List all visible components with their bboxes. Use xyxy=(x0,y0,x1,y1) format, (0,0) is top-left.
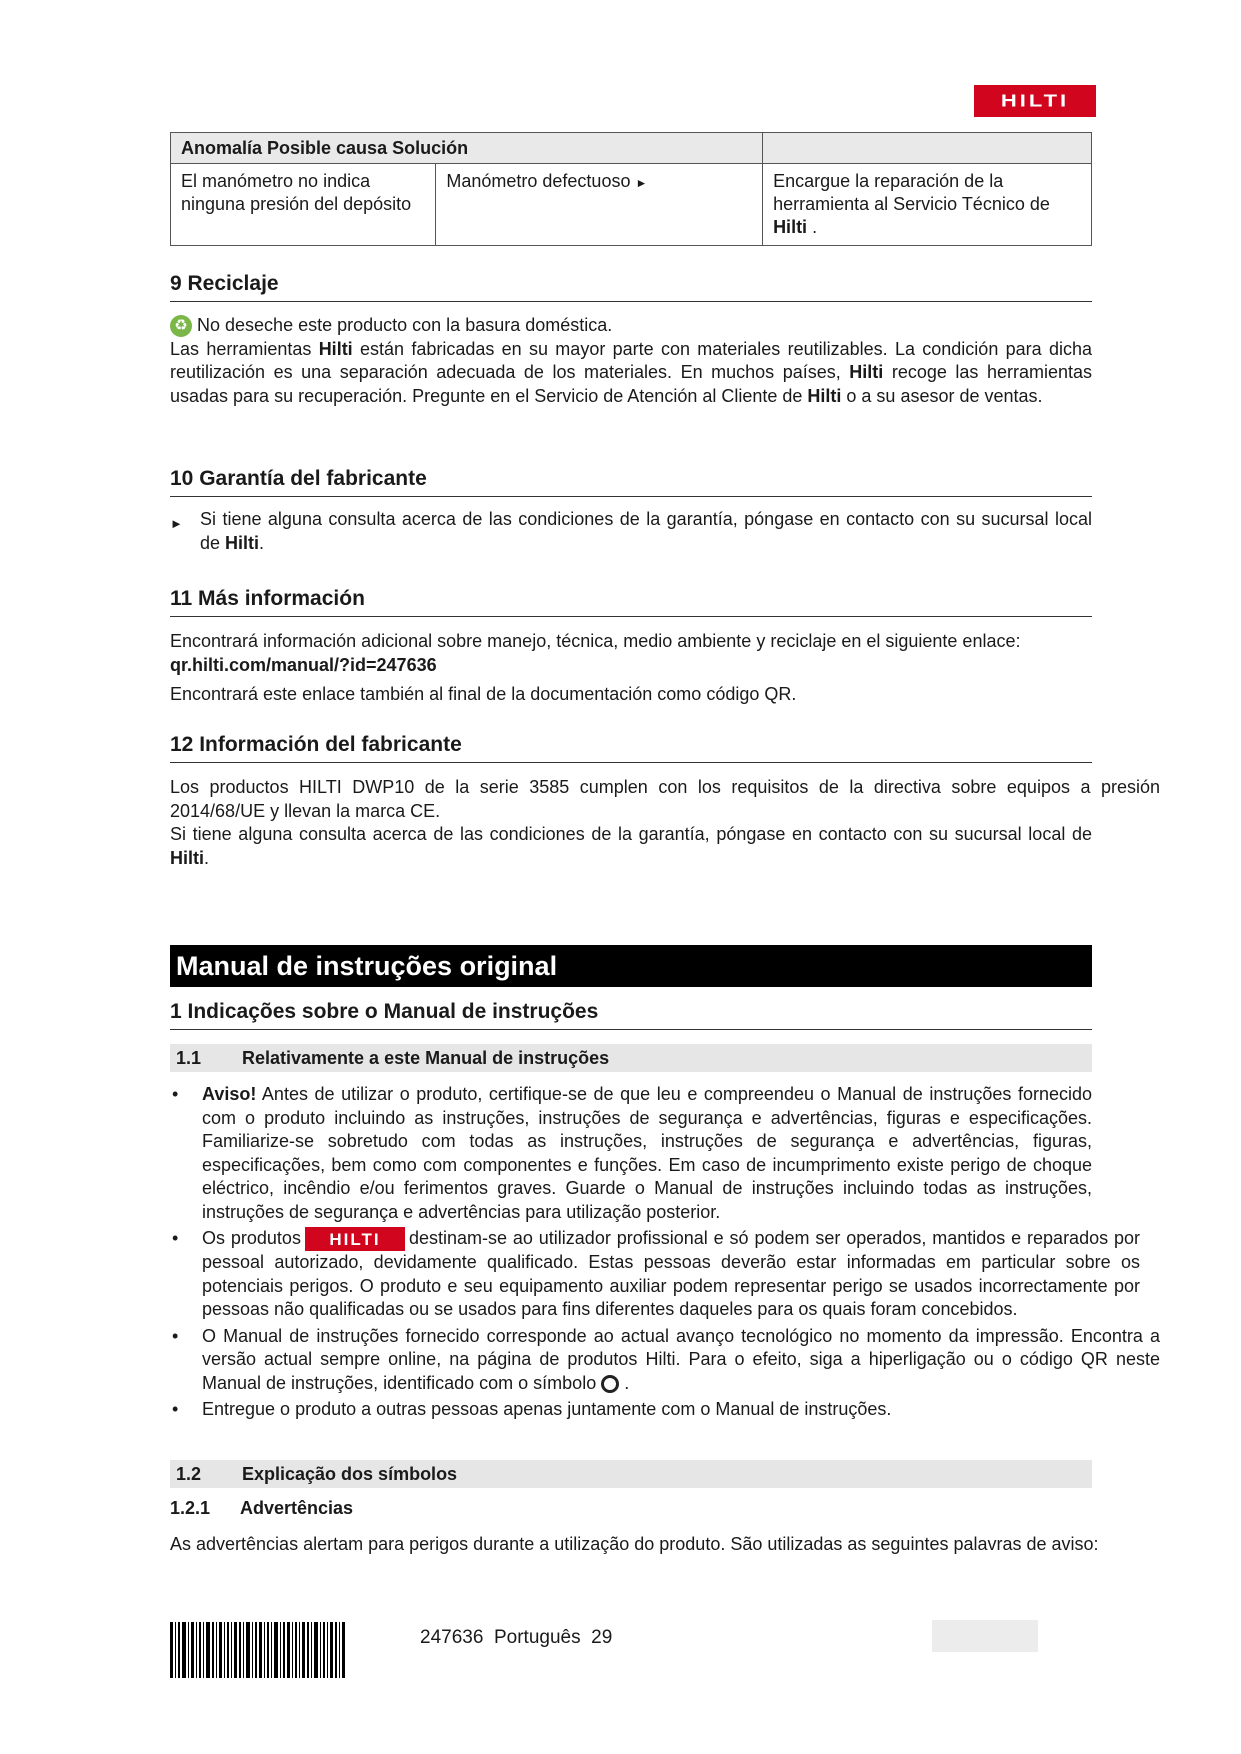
text: . xyxy=(259,532,265,553)
subsubsection-title: Advertências xyxy=(240,1498,354,1518)
brand-name: Hilti xyxy=(170,847,204,868)
manual-link[interactable]: qr.hilti.com/manual/?id=247636 xyxy=(170,654,437,675)
warranty-text xyxy=(200,508,1092,555)
cause-text: Manómetro defectuoso xyxy=(446,171,631,191)
brand-name: Hilti xyxy=(225,532,260,553)
text: Antes de utilizar o produto, certifique-se de que leu e compreendeu o Manual de instruções fornecido com o produto incluindo as instruções, instruções de segurança e advertências, figuras e especificações. Familiarize-se sobretudo com todas as instruções, instruções de segurança e advertências, figuras, especificações, bem como com componentes e funções. Em caso de incumprimento existe perigo de choque eléctrico, incêndio e/ou ferimentos graves. Guarde o Manual de instruções incluindo todas as instruções, instruções de segurança e advertências para utilização posterior. xyxy=(202,1084,1092,1222)
warning-label: Aviso! xyxy=(202,1084,257,1104)
text: recoge las herramientas usadas para su recuperación. Pregunte en el Servicio de Atención al Cliente de xyxy=(170,362,1092,406)
list-item xyxy=(170,1325,1160,1396)
contact-text xyxy=(170,823,1092,870)
anomaly-cell: El manómetro no indica ninguna presión del depósito xyxy=(171,164,436,246)
cause-cell xyxy=(436,164,763,246)
troubleshooting-table xyxy=(170,132,1092,246)
bullet-icon: • xyxy=(172,1399,179,1420)
subsection-title: Explicação dos símbolos xyxy=(242,1463,458,1484)
manual-title-bar: Manual de instruções original xyxy=(170,945,1092,987)
text: Os produtos xyxy=(202,1228,301,1248)
recycle-icon: ♻ xyxy=(170,315,192,337)
text: . xyxy=(204,847,210,868)
list-item xyxy=(170,1398,1092,1422)
qr-symbol-icon xyxy=(601,1375,619,1393)
list-item-text xyxy=(202,1227,1140,1322)
section-manufacturer xyxy=(170,733,1160,870)
instructions-list xyxy=(170,1083,1160,1425)
subsection-header xyxy=(170,1460,1092,1488)
subsection-number: 1.1 xyxy=(176,1047,202,1068)
solution-text: Encargue la reparación de la herramienta al Servicio Técnico de xyxy=(773,171,1050,214)
hilti-inline-logo xyxy=(305,1227,405,1251)
warnings-intro: As advertências alertam para perigos durante a utilização do produto. São utilizadas as seguintes palavras de aviso: xyxy=(170,1534,1099,1554)
arrow-icon: ► xyxy=(635,176,648,190)
subsection-number: 1.2 xyxy=(176,1463,202,1484)
compliance-text: Los productos HILTI DWP10 de la serie 3585 cumplen con los requisitos de la directiva sobre equipos a presión 2014/68/UE y llevan la marca CE. xyxy=(170,777,1160,821)
hilti-logo xyxy=(974,85,1096,117)
qr-note: Encontrará este enlace también al final de la documentación como código QR. xyxy=(170,684,797,704)
section-warranty xyxy=(170,467,1092,555)
doc-number: 247636 xyxy=(420,1627,484,1648)
text: o a su asesor de ventas. xyxy=(841,385,1043,406)
bullet-icon: • xyxy=(172,1228,179,1248)
section-instructions xyxy=(170,1000,1092,1072)
recycling-paragraph xyxy=(170,338,1092,409)
section-title: 12 Información del fabricante xyxy=(170,733,1092,763)
solution-cell xyxy=(763,164,1092,246)
solution-brand: Hilti xyxy=(773,217,808,237)
page-footer xyxy=(420,1627,612,1649)
page-number: 29 xyxy=(591,1627,613,1648)
text: Las herramientas xyxy=(170,338,319,359)
arrow-icon: ► xyxy=(170,516,183,531)
warranty-item xyxy=(170,508,1092,555)
bullet-icon: • xyxy=(172,1084,179,1104)
list-item xyxy=(170,1083,1092,1224)
table-header: Anomalía Posible causa Solución xyxy=(171,133,763,164)
subsubsection-number: 1.2.1 xyxy=(170,1498,211,1518)
text: están fabricadas en su mayor parte con materiales reutilizables. La condición para dicha reutilización es una separación adecuada de los materiales. En muchos países, xyxy=(170,338,1092,382)
list-item-text: Entregue o produto a outras pessoas apenas juntamente com o Manual de instruções. xyxy=(202,1399,892,1420)
text: Si tiene alguna consulta acerca de las condiciones de la garantía, póngase en contacto con su sucursal local de xyxy=(170,824,1092,844)
text: O Manual de instruções fornecido corresponde ao actual avanço tecnológico no momento da impressão. Encontra a versão actual sempre online, na página de produtos Hilti. Para o efeito, siga a hiperligação ou o código QR neste Manual de instruções, identificado com o símbolo xyxy=(202,1325,1160,1393)
section-recycling xyxy=(170,272,1092,408)
subsubsection-header xyxy=(170,1498,1092,1519)
barcode xyxy=(170,1622,395,1678)
table-row xyxy=(171,164,1092,246)
list-item xyxy=(170,1227,1140,1322)
text: Si tiene alguna consulta acerca de las condiciones de la garantía, póngase en contacto con su sucursal local de xyxy=(200,509,1092,553)
table-header-empty xyxy=(763,133,1092,164)
table-header-row xyxy=(171,133,1092,164)
list-item-text xyxy=(202,1325,1160,1396)
bullet-icon: • xyxy=(172,1325,179,1346)
more-info-text: Encontrará información adicional sobre manejo, técnica, medio ambiente y reciclaje en el siguiente enlace: xyxy=(170,631,1021,651)
section-symbols xyxy=(170,1460,1092,1519)
section-title: 10 Garantía del fabricante xyxy=(170,467,1092,497)
subsection-header xyxy=(170,1044,1092,1072)
brand-name: Hilti xyxy=(849,362,884,382)
solution-end: . xyxy=(807,217,818,237)
list-item-text xyxy=(202,1083,1092,1224)
section-title: 1 Indicações sobre o Manual de instruções xyxy=(170,1000,1092,1030)
footer-language: Português xyxy=(493,1627,581,1648)
section-title: 11 Más información xyxy=(170,587,1092,617)
recycling-line: No deseche este producto con la basura doméstica. xyxy=(197,315,613,335)
text: . xyxy=(624,1372,630,1393)
logo-text: HILTI xyxy=(329,1229,381,1249)
footer-box xyxy=(932,1620,1038,1652)
brand-name: Hilti xyxy=(318,338,353,359)
logo-text: HILTI xyxy=(1000,90,1070,111)
text: destinam-se ao utilizador profissional e só podem ser operados, mantidos e reparados por pessoal autorizado, devidamente qualificado. Estas pessoas deverão estar informadas em particular sobre os potenciais perigos. O produto e seu equipamento auxiliar podem representar perigo se usados incorrectamente por pessoas não qualificadas ou se usados para fins diferentes daqueles para os quais foram concebidos. xyxy=(202,1228,1140,1320)
brand-name: Hilti xyxy=(807,385,842,406)
section-more-info xyxy=(170,587,1160,707)
recycling-notice xyxy=(170,314,1092,338)
subsection-title: Relativamente a este Manual de instruções xyxy=(242,1047,610,1068)
section-title: 9 Reciclaje xyxy=(170,272,1092,302)
